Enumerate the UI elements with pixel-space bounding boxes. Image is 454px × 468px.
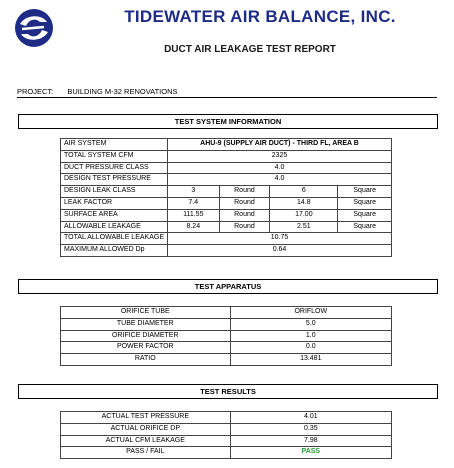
round-value: 3: [168, 186, 220, 198]
row-label: DUCT PRESSURE CLASS: [61, 162, 168, 174]
pressure-class-value: 4.0: [168, 162, 392, 174]
table-row: [61, 186, 392, 198]
table-row: [61, 354, 392, 366]
row-value: 0.35: [230, 423, 391, 435]
round-label: Round: [219, 209, 270, 221]
system-info-header: TEST SYSTEM INFORMATION: [18, 114, 438, 129]
square-value: 2.51: [270, 221, 338, 233]
design-pressure-value: 4.0: [168, 174, 392, 186]
round-value: 7.4: [168, 197, 220, 209]
row-label: ORIFICE TUBE: [61, 307, 231, 319]
row-label: SURFACE AREA: [61, 209, 168, 221]
report-title: DUCT AIR LEAKAGE TEST REPORT: [164, 44, 336, 55]
table-row: [61, 318, 392, 330]
row-label: LEAK FACTOR: [61, 197, 168, 209]
table-row: [61, 162, 392, 174]
square-value: 17.00: [270, 209, 338, 221]
row-label: DESIGN TEST PRESSURE: [61, 174, 168, 186]
square-label: Square: [338, 197, 392, 209]
row-label: DESIGN LEAK CLASS: [61, 186, 168, 198]
company-logo: [14, 8, 54, 48]
table-row: [61, 233, 392, 245]
table-row: [61, 150, 392, 162]
project-line: [17, 87, 437, 96]
apparatus-table: [60, 306, 392, 366]
system-info-table: [60, 138, 392, 257]
square-value: 14.8: [270, 197, 338, 209]
round-value: 8.24: [168, 221, 220, 233]
table-row: [61, 412, 392, 424]
row-label: TUBE DIAMETER: [61, 318, 231, 330]
table-row: [61, 245, 392, 257]
table-row: [61, 330, 392, 342]
row-label: RATIO: [61, 354, 231, 366]
square-label: Square: [338, 221, 392, 233]
row-label: MAXIMUM ALLOWED Dp: [61, 245, 168, 257]
round-label: Round: [219, 221, 270, 233]
square-label: Square: [338, 209, 392, 221]
square-label: Square: [338, 186, 392, 198]
table-row: [61, 423, 392, 435]
table-row: [61, 174, 392, 186]
project-label: PROJECT:: [17, 87, 54, 96]
table-row: [61, 342, 392, 354]
round-value: 111.55: [168, 209, 220, 221]
table-row: [61, 209, 392, 221]
results-header: TEST RESULTS: [18, 384, 438, 399]
row-label: ACTUAL CFM LEAKAGE: [61, 435, 231, 447]
air-system-value: AHU-9 (SUPPLY AIR DUCT) - THIRD FL, AREA B: [168, 139, 392, 151]
pass-fail-status: PASS: [230, 447, 391, 459]
table-row: [61, 221, 392, 233]
divider: [17, 97, 437, 98]
row-label: POWER FACTOR: [61, 342, 231, 354]
max-dp-value: 0.64: [168, 245, 392, 257]
row-value: 7.98: [230, 435, 391, 447]
total-cfm-value: 2325: [168, 150, 392, 162]
row-value: 1.0: [230, 330, 391, 342]
table-row: [61, 435, 392, 447]
row-value: 0.0: [230, 342, 391, 354]
total-allowable-value: 10.75: [168, 233, 392, 245]
row-label: ACTUAL ORIFICE DP: [61, 423, 231, 435]
apparatus-header: TEST APPARATUS: [18, 279, 438, 294]
row-label: TOTAL SYSTEM CFM: [61, 150, 168, 162]
table-row: [61, 139, 392, 151]
row-label: AIR SYSTEM: [61, 139, 168, 151]
company-name: TIDEWATER AIR BALANCE, INC.: [124, 7, 396, 26]
row-label: PASS / FAIL: [61, 447, 231, 459]
row-value: 13.481: [230, 354, 391, 366]
project-name: BUILDING M-32 RENOVATIONS: [67, 87, 178, 96]
row-label: ORIFICE DIAMETER: [61, 330, 231, 342]
square-value: 6: [270, 186, 338, 198]
row-value: 5.0: [230, 318, 391, 330]
row-label: ALLOWABLE LEAKAGE: [61, 221, 168, 233]
row-value: 4.01: [230, 412, 391, 424]
round-label: Round: [219, 197, 270, 209]
table-row: [61, 307, 392, 319]
table-row: [61, 447, 392, 459]
table-row: [61, 197, 392, 209]
row-label: ACTUAL TEST PRESSURE: [61, 412, 231, 424]
round-label: Round: [219, 186, 270, 198]
results-table: [60, 411, 392, 459]
row-label: TOTAL ALLOWABLE LEAKAGE: [61, 233, 168, 245]
row-value: ORIFLOW: [230, 307, 391, 319]
